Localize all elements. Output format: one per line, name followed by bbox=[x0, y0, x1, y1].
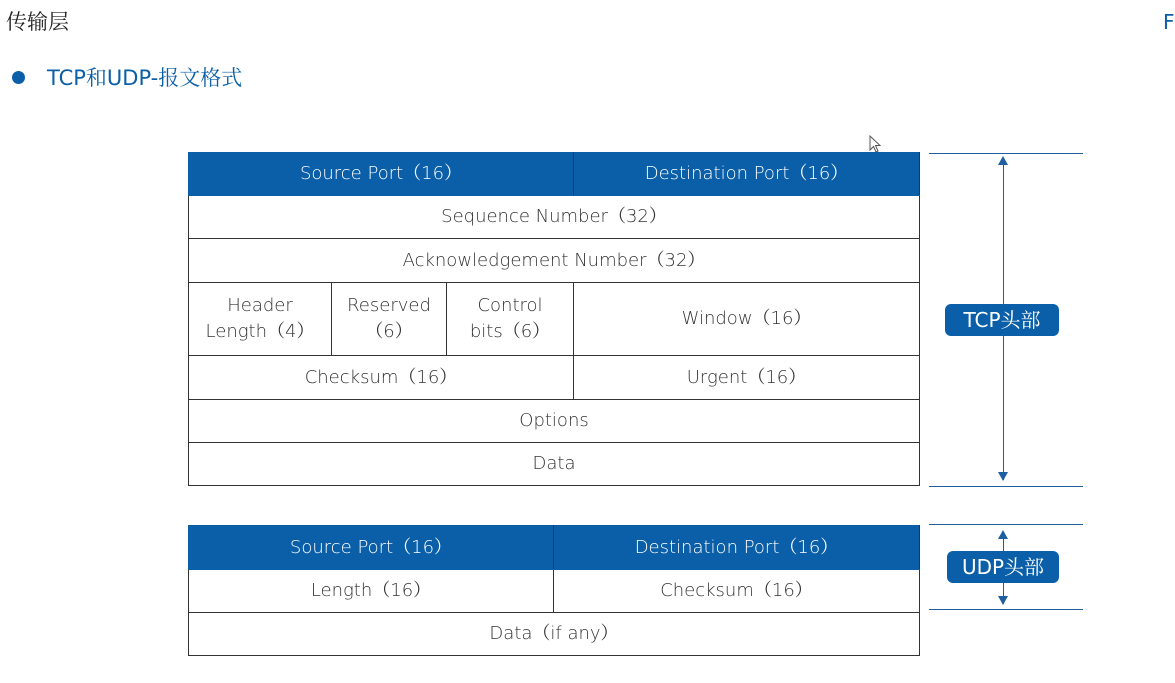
udp-header-table bbox=[188, 525, 920, 656]
udp-arrow-up-icon bbox=[998, 530, 1008, 539]
udp-bracket-bottom-line bbox=[929, 609, 1083, 610]
udp-destination-port: Destination Port（16） bbox=[554, 526, 920, 570]
bullet-icon bbox=[12, 71, 25, 84]
tcp-source-port: Source Port（16） bbox=[189, 153, 574, 196]
tcp-header-tag: TCP头部 bbox=[945, 304, 1059, 336]
tcp-reserved-line1: Reserved bbox=[347, 295, 431, 316]
udp-source-port: Source Port（16） bbox=[189, 526, 554, 570]
udp-bracket-top-line bbox=[929, 524, 1083, 525]
tcp-acknowledgement-number: Acknowledgement Number（32） bbox=[189, 239, 920, 283]
mouse-cursor-icon bbox=[869, 135, 883, 155]
tcp-bracket-top-line bbox=[929, 153, 1083, 154]
tcp-reserved-line2: （6） bbox=[365, 321, 413, 342]
udp-arrow-down-icon bbox=[998, 596, 1008, 605]
tcp-header-table bbox=[188, 152, 920, 486]
section-heading bbox=[12, 62, 242, 92]
tcp-destination-port: Destination Port（16） bbox=[574, 153, 920, 196]
tcp-arrow-down-icon bbox=[998, 472, 1008, 481]
tcp-control-bits bbox=[447, 283, 574, 356]
tcp-data: Data bbox=[189, 443, 920, 486]
tcp-arrow-up-icon bbox=[998, 156, 1008, 165]
tcp-urgent: Urgent（16） bbox=[574, 356, 920, 400]
corner-text: F bbox=[1163, 10, 1175, 34]
tcp-checksum: Checksum（16） bbox=[189, 356, 574, 400]
tcp-options: Options bbox=[189, 400, 920, 443]
tcp-window: Window（16） bbox=[574, 283, 920, 356]
tcp-control-bits-line2: bits（6） bbox=[469, 321, 551, 342]
udp-data: Data（if any） bbox=[189, 613, 920, 656]
tcp-sequence-number: Sequence Number（32） bbox=[189, 196, 920, 239]
tcp-reserved bbox=[332, 283, 447, 356]
udp-checksum: Checksum（16） bbox=[554, 570, 920, 613]
udp-length: Length（16） bbox=[189, 570, 554, 613]
tcp-header-length bbox=[189, 283, 332, 356]
page-title: 传输层 bbox=[6, 10, 69, 34]
tcp-control-bits-line1: Control bbox=[477, 295, 543, 316]
section-heading-text: TCP和UDP-报文格式 bbox=[47, 66, 243, 90]
tcp-header-length-line1: Header bbox=[227, 295, 293, 316]
tcp-bracket-bottom-line bbox=[929, 486, 1083, 487]
tcp-header-length-line2: Length（4） bbox=[205, 321, 315, 342]
udp-header-tag: UDP头部 bbox=[947, 551, 1059, 583]
